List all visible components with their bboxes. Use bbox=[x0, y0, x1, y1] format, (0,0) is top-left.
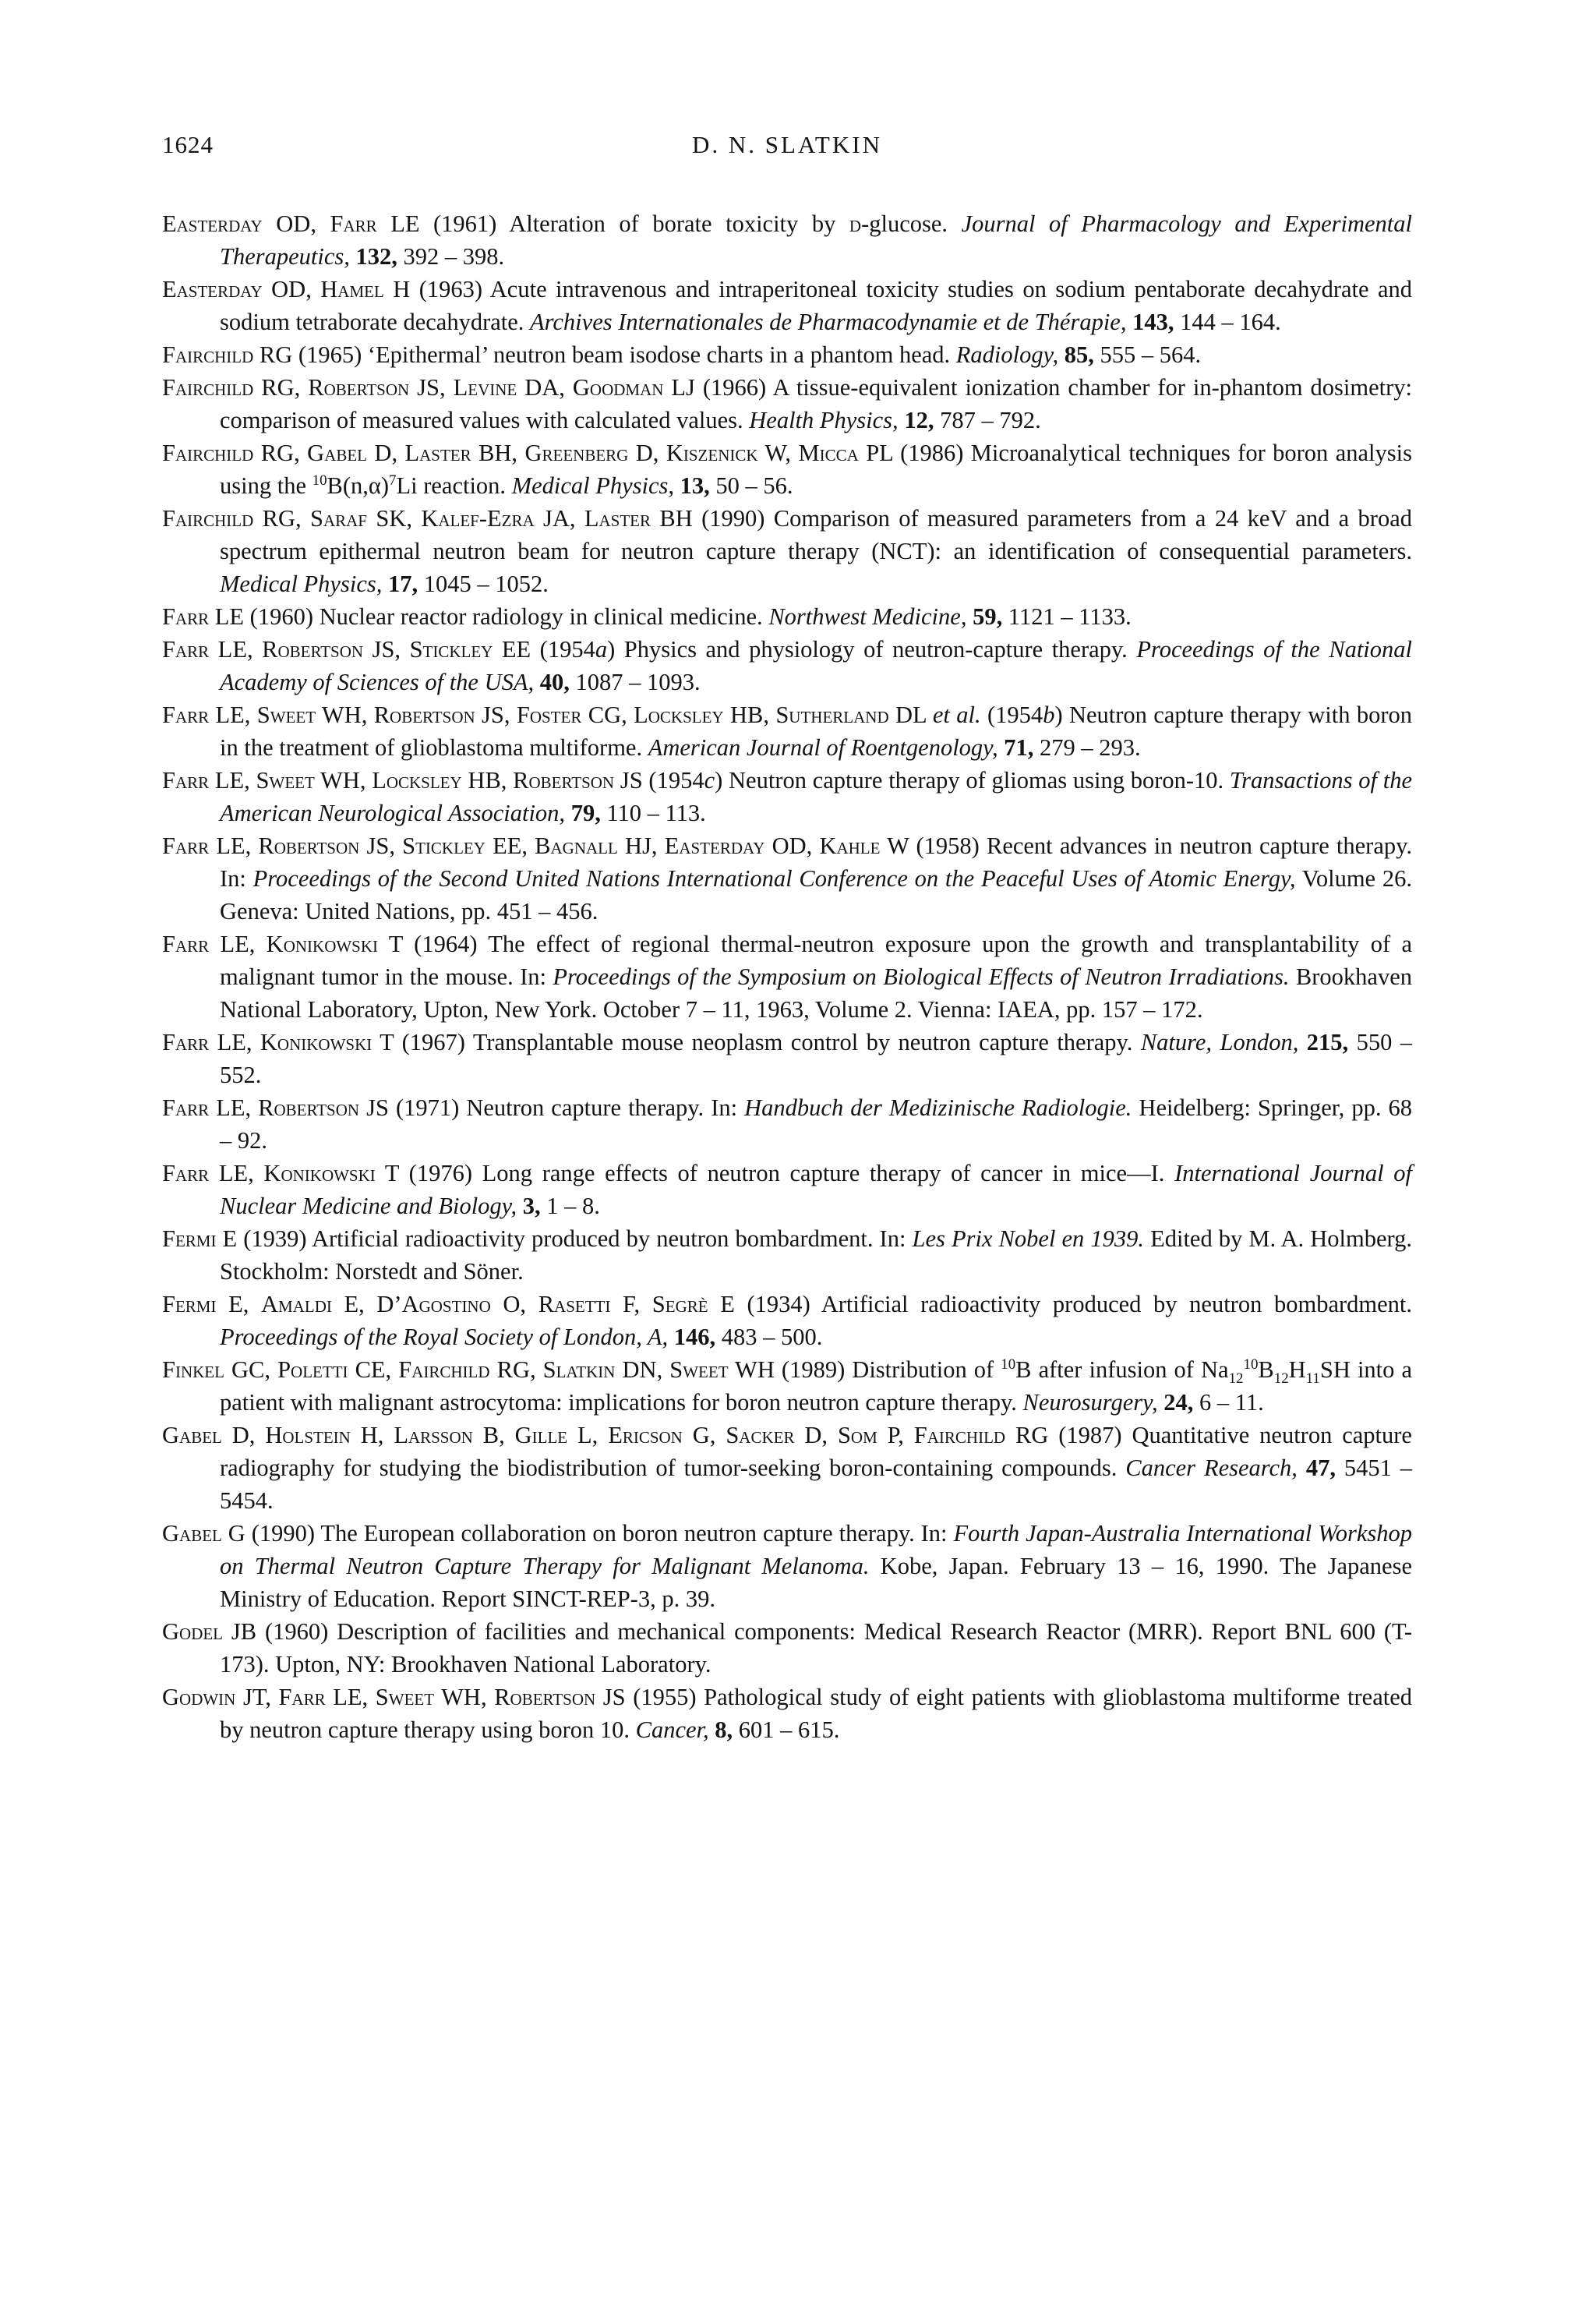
reference-text: LE, bbox=[325, 1684, 376, 1710]
reference-text: Goodman bbox=[572, 374, 664, 401]
reference-text: Sweet bbox=[256, 702, 316, 728]
reference-text: RG, bbox=[253, 505, 310, 532]
reference-text: E, bbox=[331, 1291, 377, 1317]
reference-text: 24, bbox=[1163, 1389, 1194, 1416]
reference-text: H bbox=[1288, 1356, 1306, 1383]
reference-text: Easterday bbox=[664, 833, 765, 859]
reference-text: DL bbox=[888, 702, 933, 728]
reference-text: Kalef-Ezra bbox=[421, 505, 535, 532]
reference-text: Edited by M. A. Holmberg. Stockholm: Norstedt and Söner. bbox=[220, 1225, 1412, 1285]
reference-text: 1121 – 1133. bbox=[1002, 603, 1132, 630]
reference-text: F, bbox=[610, 1291, 652, 1317]
reference-text: Slatkin bbox=[542, 1356, 616, 1383]
reference-text: D, bbox=[628, 440, 666, 466]
reference-text: DN, bbox=[615, 1356, 670, 1383]
page-number: 1624 bbox=[162, 131, 214, 158]
reference-text: PL (1986) Microanalytical techniques for boron analysis using the bbox=[220, 440, 1412, 499]
reference-text: GC, bbox=[224, 1356, 278, 1383]
reference-text: Cancer Research, bbox=[1125, 1455, 1298, 1481]
reference-text: (1954 bbox=[980, 702, 1043, 728]
reference-text: Robertson bbox=[258, 833, 360, 859]
reference-text: 144 – 164. bbox=[1174, 309, 1281, 335]
reference-text: 146, bbox=[673, 1324, 716, 1350]
reference-text: 6 – 11. bbox=[1193, 1389, 1264, 1416]
reference-text: Radiology, bbox=[955, 341, 1059, 368]
reference-text: Finkel bbox=[162, 1356, 224, 1383]
reference-text: Sweet bbox=[375, 1684, 435, 1710]
reference-text bbox=[565, 800, 571, 826]
reference-text: 143, bbox=[1132, 309, 1174, 335]
reference-text: Rasetti bbox=[538, 1291, 611, 1317]
reference-text: 7 bbox=[389, 472, 397, 489]
reference-entry bbox=[162, 1419, 1412, 1517]
reference-text: 132, bbox=[355, 243, 397, 270]
reference-entry bbox=[162, 600, 1412, 633]
reference-text: JT, bbox=[235, 1684, 279, 1710]
page bbox=[162, 131, 1412, 1746]
reference-text: Fairchild bbox=[162, 374, 254, 401]
reference-text: WH, bbox=[434, 1684, 495, 1710]
reference-text: 483 – 500. bbox=[715, 1324, 823, 1350]
reference-text: LE (1961) Alteration of borate toxicity by bbox=[376, 210, 849, 237]
reference-text: 1045 – 1052. bbox=[418, 571, 549, 597]
reference-text: G, bbox=[682, 1422, 726, 1448]
reference-text: HJ, bbox=[617, 833, 665, 859]
reference-list bbox=[162, 207, 1412, 1746]
reference-text: H (1963) Acute intravenous and intraperitoneal toxicity studies on sodium pentaborate decahydrate and sodium tetraborate decahydrate. bbox=[220, 276, 1412, 335]
reference-text: Neurosurgery, bbox=[1022, 1389, 1158, 1416]
reference-text: Journal of Pharmacology and Experimental Therapeutics, bbox=[220, 210, 1412, 270]
reference-text: Fermi bbox=[162, 1291, 217, 1317]
reference-text: T (1967) Transplantable mouse neoplasm control by neutron capture therapy. bbox=[372, 1029, 1141, 1055]
reference-text: Medical Physics, bbox=[220, 571, 383, 597]
reference-text: P, bbox=[877, 1422, 914, 1448]
reference-text: E, bbox=[216, 1291, 261, 1317]
reference-text: CG, bbox=[581, 702, 634, 728]
reference-text: Farr bbox=[162, 833, 210, 859]
reference-text: SK, bbox=[366, 505, 422, 532]
reference-text: Locksley bbox=[634, 702, 724, 728]
reference-text: Poletti bbox=[277, 1356, 348, 1383]
reference-text: Farr bbox=[330, 210, 377, 237]
reference-text: Gabel bbox=[162, 1520, 222, 1547]
reference-text: Bagnall bbox=[535, 833, 618, 859]
reference-text: Micca bbox=[798, 440, 859, 466]
reference-text: Health Physics, bbox=[749, 407, 899, 433]
reference-text: Easterday bbox=[162, 276, 263, 302]
running-head bbox=[162, 131, 1412, 168]
reference-entry bbox=[162, 1091, 1412, 1157]
reference-text: JS, bbox=[475, 702, 517, 728]
reference-text: JS, bbox=[359, 833, 403, 859]
reference-text: BH, bbox=[471, 440, 525, 466]
reference-text bbox=[534, 669, 540, 695]
reference-text bbox=[1126, 309, 1132, 335]
reference-text: a bbox=[595, 636, 608, 663]
reference-text: Robertson bbox=[308, 374, 410, 401]
reference-text: et al. bbox=[932, 702, 981, 728]
reference-text: Fermi bbox=[162, 1225, 217, 1252]
reference-text: RG, bbox=[489, 1356, 543, 1383]
reference-text: 392 – 398. bbox=[397, 243, 505, 270]
reference-text: 555 – 564. bbox=[1093, 341, 1202, 368]
reference-text: Transactions of the American Neurological Association, bbox=[220, 767, 1413, 826]
reference-entry bbox=[162, 437, 1412, 502]
reference-text: E (1934) Artificial radioactivity produced by neutron bombardment. bbox=[708, 1291, 1412, 1317]
reference-text: HB, bbox=[723, 702, 776, 728]
reference-text: B after infusion of Na bbox=[1015, 1356, 1229, 1383]
reference-text: Konikowski bbox=[263, 1160, 376, 1186]
reference-text: Les Prix Nobel en 1939. bbox=[912, 1225, 1145, 1252]
reference-entry bbox=[162, 207, 1412, 273]
reference-text: Robertson bbox=[373, 702, 475, 728]
reference-text: Proceedings of the Second United Nations International Conference on the Peaceful Uses of Atomic Energy, bbox=[252, 865, 1296, 892]
reference-text: RG (1987) Quantitative neutron capture radiography for studying the biodistribution of tumor-seeking boron-containing compounds. bbox=[220, 1422, 1412, 1481]
reference-text: Proceedings of the Symposium on Biological Effects of Neutron Irradiations. bbox=[553, 963, 1290, 990]
reference-text: SH into a patient with malignant astrocytoma: implications for boron neutron capture therapy. bbox=[220, 1356, 1412, 1416]
reference-text: Easterday bbox=[162, 210, 263, 237]
reference-text: Laster bbox=[404, 440, 471, 466]
reference-entry bbox=[162, 633, 1412, 698]
reference-entry bbox=[162, 1353, 1412, 1419]
reference-text: Farr bbox=[162, 702, 210, 728]
reference-text: Robertson bbox=[258, 1094, 360, 1121]
reference-text: 3, bbox=[522, 1193, 541, 1219]
reference-text: 85, bbox=[1064, 341, 1094, 368]
reference-text bbox=[1298, 1029, 1306, 1055]
reference-entry bbox=[162, 1288, 1412, 1353]
reference-text: 59, bbox=[973, 603, 1003, 630]
reference-text: Levine bbox=[453, 374, 517, 401]
reference-text: 1 – 8. bbox=[540, 1193, 600, 1219]
reference-text: Proceedings of the Royal Society of London, A, bbox=[220, 1324, 669, 1350]
reference-entry bbox=[162, 764, 1412, 829]
reference-text: Sacker bbox=[726, 1422, 795, 1448]
reference-text: JS (1971) Neutron capture therapy. In: bbox=[359, 1094, 745, 1121]
reference-text: Gabel bbox=[162, 1422, 222, 1448]
reference-text: Nature, London, bbox=[1140, 1029, 1299, 1055]
reference-text: T (1976) Long range effects of neutron capture therapy of cancer in mice—I. bbox=[375, 1160, 1175, 1186]
reference-text: B(n,α) bbox=[327, 472, 390, 499]
reference-text: 601 – 615. bbox=[733, 1716, 840, 1743]
reference-text: Amaldi bbox=[261, 1291, 332, 1317]
reference-text: Kiszenick bbox=[666, 440, 758, 466]
reference-text: Robertson bbox=[513, 767, 615, 794]
reference-text: Hamel bbox=[320, 276, 384, 302]
reference-text: W, bbox=[757, 440, 799, 466]
reference-text: b bbox=[1043, 702, 1055, 728]
reference-text: 12 bbox=[1228, 1370, 1244, 1388]
reference-text: LE, bbox=[209, 931, 267, 957]
reference-text: L, bbox=[567, 1422, 609, 1448]
reference-text: Sweet bbox=[256, 767, 315, 794]
reference-text: Konikowski bbox=[260, 1029, 373, 1055]
reference-text: Godwin bbox=[162, 1684, 236, 1710]
reference-text: American Journal of Roentgenology, bbox=[648, 734, 998, 761]
reference-text: Heidelberg: Springer, pp. 68 – 92. bbox=[220, 1094, 1413, 1154]
reference-text: JS, bbox=[363, 636, 410, 663]
reference-entry bbox=[162, 698, 1412, 764]
reference-text: c bbox=[704, 767, 715, 794]
reference-text: JB (1960) Description of facilities and mechanical components: Medical Research Reactor (MRR). Report BNL 600 (T-173). Upton, NY: Brookhaven National Laboratory. bbox=[220, 1618, 1412, 1677]
running-title: D. N. SLATKIN bbox=[692, 131, 882, 158]
reference-text: 17, bbox=[387, 571, 418, 597]
reference-text: Farr bbox=[162, 1094, 210, 1121]
reference-text: Stickley bbox=[402, 833, 486, 859]
reference-text: LE, bbox=[209, 1160, 264, 1186]
reference-text: Northwest Medicine, bbox=[768, 603, 967, 630]
reference-text: 79, bbox=[570, 800, 601, 826]
reference-text: LE, bbox=[209, 702, 257, 728]
reference-text: LE, bbox=[209, 833, 259, 859]
reference-text: Konikowski bbox=[266, 931, 379, 957]
reference-text: 110 – 113. bbox=[600, 800, 706, 826]
reference-text: B bbox=[1258, 1356, 1274, 1383]
reference-text: D, bbox=[221, 1422, 266, 1448]
reference-text: Farr bbox=[278, 1684, 326, 1710]
reference-text: 12 bbox=[1273, 1370, 1289, 1388]
reference-entry bbox=[162, 502, 1412, 600]
reference-text: LE, bbox=[209, 1029, 260, 1055]
reference-text bbox=[382, 571, 388, 597]
reference-text: 1087 – 1093. bbox=[569, 669, 701, 695]
reference-text: 40, bbox=[539, 669, 570, 695]
reference-text: 47, bbox=[1305, 1455, 1336, 1481]
reference-text: Handbuch der Medizinische Radiologie. bbox=[744, 1094, 1132, 1121]
reference-text: Kobe, Japan. February 13 – 16, 1990. The Japanese Ministry of Education. Report SINCT-REP-3, p. 39. bbox=[220, 1553, 1412, 1612]
reference-text: LE, bbox=[209, 636, 263, 663]
reference-text: Saraf bbox=[310, 505, 367, 532]
reference-text: Greenberg bbox=[524, 440, 629, 466]
reference-entry bbox=[162, 1681, 1412, 1746]
reference-text: 11 bbox=[1305, 1370, 1320, 1388]
reference-text: Farr bbox=[162, 603, 210, 630]
reference-text: Farr bbox=[162, 931, 210, 957]
reference-entry bbox=[162, 1157, 1412, 1222]
reference-text: Fairchild bbox=[162, 505, 254, 532]
reference-text: ) Neutron capture therapy of gliomas using boron-10. bbox=[715, 767, 1230, 794]
reference-text: E (1939) Artificial radioactivity produced by neutron bombardment. In: bbox=[216, 1225, 913, 1252]
reference-text: Foster bbox=[516, 702, 582, 728]
reference-text: Gille bbox=[514, 1422, 568, 1448]
reference-text: Locksley bbox=[372, 767, 462, 794]
reference-text: d bbox=[849, 210, 862, 237]
reference-text: Fairchild bbox=[913, 1422, 1006, 1448]
reference-text: 5451 – 5454. bbox=[220, 1455, 1413, 1514]
reference-text: -glucose. bbox=[861, 210, 962, 237]
reference-text bbox=[674, 472, 680, 499]
reference-text bbox=[668, 1324, 674, 1350]
reference-text: O, bbox=[490, 1291, 538, 1317]
reference-text: 10 bbox=[312, 472, 327, 489]
reference-text: RG, bbox=[253, 374, 309, 401]
reference-text: LE (1960) Nuclear reactor radiology in clinical medicine. bbox=[209, 603, 769, 630]
reference-text: LE, bbox=[209, 1094, 259, 1121]
reference-entry bbox=[162, 1517, 1412, 1615]
reference-text: Farr bbox=[162, 636, 210, 663]
reference-text: Robertson bbox=[494, 1684, 596, 1710]
reference-text: Farr bbox=[162, 1160, 210, 1186]
reference-text: D, bbox=[367, 440, 405, 466]
reference-text: Robertson bbox=[262, 636, 364, 663]
reference-text: T (1964) The effect of regional thermal-neutron exposure upon the growth and transplantability of a malignant tumor in the mouse. In: bbox=[220, 931, 1413, 990]
reference-text: Farr bbox=[162, 767, 210, 794]
reference-text: EE, bbox=[485, 833, 535, 859]
reference-text: LE, bbox=[209, 767, 256, 794]
reference-text: 550 – 552. bbox=[220, 1029, 1412, 1088]
reference-text: ) Physics and physiology of neutron-capture therapy. bbox=[607, 636, 1137, 663]
reference-entry bbox=[162, 928, 1412, 1026]
reference-text: B, bbox=[472, 1422, 515, 1448]
reference-text: Fourth Japan-Australia International Workshop on Thermal Neutron Capture Therapy for Malignant Melanoma. bbox=[220, 1520, 1412, 1579]
reference-text: Segrè bbox=[651, 1291, 708, 1317]
reference-text: OD, bbox=[262, 276, 321, 302]
reference-text: Larsson bbox=[394, 1422, 473, 1448]
reference-text: Ericson bbox=[608, 1422, 683, 1448]
reference-text: JS (1954 bbox=[614, 767, 704, 794]
reference-text: Cancer, bbox=[635, 1716, 709, 1743]
reference-text: W (1958) Recent advances in neutron capture therapy. In: bbox=[220, 833, 1413, 892]
reference-text: Farr bbox=[162, 1029, 210, 1055]
reference-text bbox=[517, 1193, 523, 1219]
reference-text: 12, bbox=[904, 407, 934, 433]
reference-text: Fairchild bbox=[398, 1356, 490, 1383]
reference-entry bbox=[162, 1026, 1412, 1091]
reference-text: 71, bbox=[1004, 734, 1034, 761]
reference-text: D’Agostino bbox=[376, 1291, 491, 1317]
reference-text: 50 – 56. bbox=[709, 472, 793, 499]
reference-text: 8, bbox=[715, 1716, 733, 1743]
reference-text: 215, bbox=[1306, 1029, 1349, 1055]
reference-entry bbox=[162, 338, 1412, 371]
reference-text: DA, bbox=[517, 374, 573, 401]
reference-text: 787 – 792. bbox=[934, 407, 1041, 433]
reference-text: Proceedings of the National Academy of Sciences of the USA, bbox=[220, 636, 1412, 695]
reference-entry bbox=[162, 371, 1412, 437]
reference-text: EE (1954 bbox=[493, 636, 595, 663]
reference-text: G (1990) The European collaboration on boron neutron capture therapy. In: bbox=[221, 1520, 954, 1547]
reference-text bbox=[350, 243, 356, 270]
reference-text: WH, bbox=[314, 767, 373, 794]
reference-entry bbox=[162, 1222, 1412, 1288]
reference-text: 10 bbox=[1243, 1356, 1259, 1373]
reference-text: Medical Physics, bbox=[511, 472, 675, 499]
reference-text bbox=[966, 603, 973, 630]
reference-text: HB, bbox=[461, 767, 514, 794]
reference-text: Gabel bbox=[307, 440, 367, 466]
reference-text: International Journal of Nuclear Medicine and Biology, bbox=[220, 1160, 1412, 1219]
reference-text: 10 bbox=[1001, 1356, 1016, 1373]
reference-text: Kahle bbox=[819, 833, 881, 859]
reference-entry bbox=[162, 1615, 1412, 1681]
reference-text bbox=[1058, 341, 1065, 368]
reference-text: JS (1955) Pathological study of eight patients with glioblastoma multiforme treated by neutron capture therapy using boron 10. bbox=[220, 1684, 1413, 1743]
reference-text: OD, bbox=[262, 210, 330, 237]
reference-text: Fairchild bbox=[162, 440, 254, 466]
reference-text: 279 – 293. bbox=[1033, 734, 1141, 761]
reference-text: D, bbox=[794, 1422, 838, 1448]
reference-text: Sutherland bbox=[775, 702, 889, 728]
reference-text: RG, bbox=[253, 440, 308, 466]
reference-text bbox=[1298, 1455, 1306, 1481]
reference-text: Brookhaven National Laboratory, Upton, New York. October 7 – 11, 1963, Volume 2. Vienna: IAEA, pp. 157 – 172. bbox=[220, 963, 1412, 1023]
reference-text: JS, bbox=[409, 374, 454, 401]
reference-text: 13, bbox=[680, 472, 710, 499]
reference-text: JA, bbox=[534, 505, 584, 532]
reference-text: Som bbox=[837, 1422, 877, 1448]
reference-text: Volume 26. Geneva: United Nations, pp. 451 – 456. bbox=[220, 865, 1412, 924]
reference-text: RG (1965) ‘Epithermal’ neutron beam isodose charts in a phantom head. bbox=[253, 341, 956, 368]
reference-text: CE, bbox=[348, 1356, 399, 1383]
reference-text: ) Neutron capture therapy with boron in the treatment of glioblastoma multiforme. bbox=[220, 702, 1412, 761]
reference-text: WH, bbox=[316, 702, 374, 728]
reference-entry bbox=[162, 273, 1412, 338]
reference-entry bbox=[162, 829, 1412, 928]
reference-text: OD, bbox=[764, 833, 820, 859]
reference-text: WH (1989) Distribution of bbox=[728, 1356, 1001, 1383]
reference-text: BH (1990) Comparison of measured parameters from a 24 keV and a broad spectrum epithermal neutron beam for neutron capture therapy (NCT): an identification of consequential parameters. bbox=[220, 505, 1413, 564]
reference-text: Li reaction. bbox=[396, 472, 512, 499]
reference-text: Fairchild bbox=[162, 341, 254, 368]
reference-text: Holstein bbox=[265, 1422, 351, 1448]
reference-text: Laster bbox=[584, 505, 651, 532]
reference-text: Godel bbox=[162, 1618, 224, 1645]
reference-text: H, bbox=[350, 1422, 394, 1448]
reference-text: Sweet bbox=[669, 1356, 729, 1383]
reference-text: LJ (1966) A tissue-equivalent ionization chamber for in-phantom dosimetry: comparison of measured values with calculated values. bbox=[220, 374, 1412, 433]
reference-text: Stickley bbox=[409, 636, 493, 663]
reference-text: Archives Internationales de Pharmacodynamie et de Thérapie, bbox=[530, 309, 1127, 335]
